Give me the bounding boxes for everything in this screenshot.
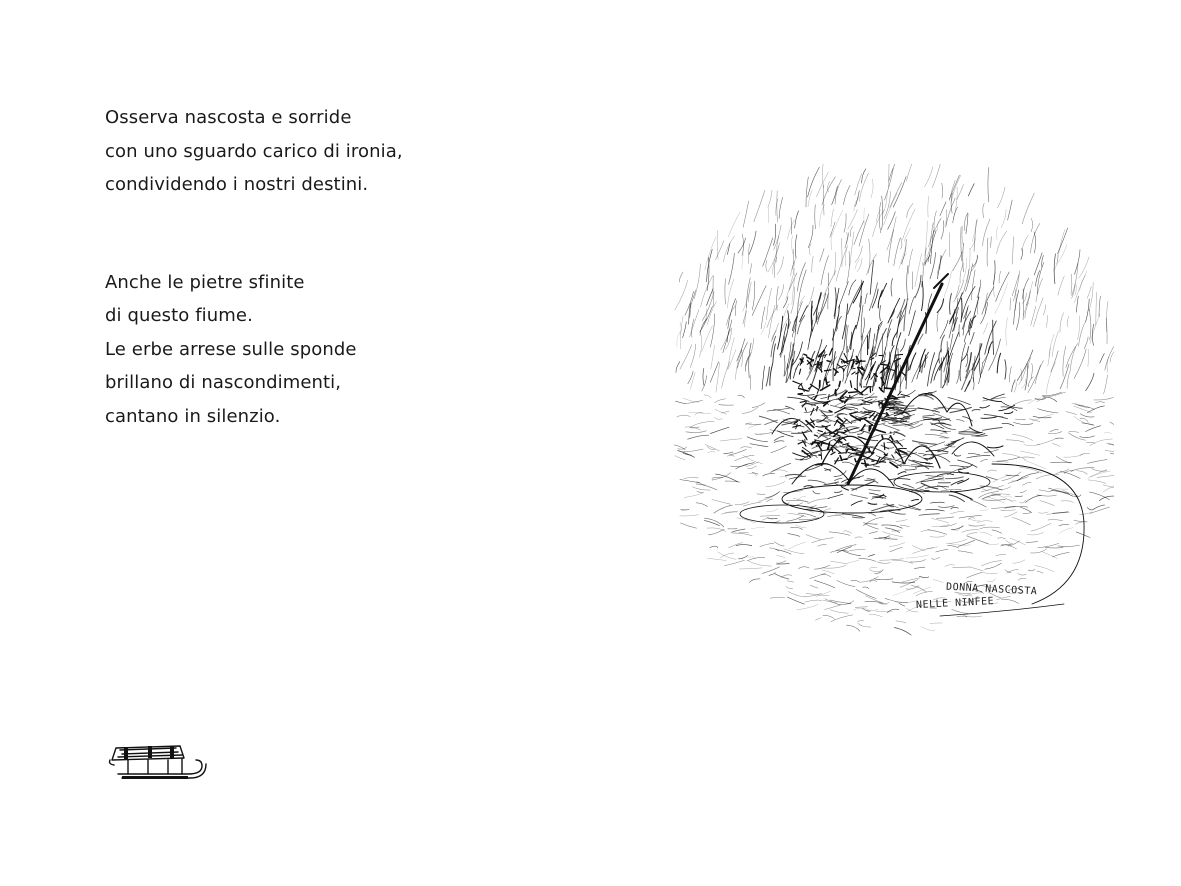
water-lily-sketch-icon xyxy=(672,164,1114,664)
stanza-1 xyxy=(105,101,525,202)
verse-line: cantano in silenzio. xyxy=(105,405,281,427)
verse-line: condividendo i nostri destini. xyxy=(105,174,369,195)
sketch-caption: NELLE NINFEE xyxy=(915,595,995,612)
verse-line: Osserva nascosta e sorride xyxy=(105,107,352,128)
verse-line: Anche le pietre sfinite xyxy=(105,271,305,293)
ink-sketch-illustration xyxy=(672,164,1114,664)
verse-line: Le erbe arrese sulle sponde xyxy=(105,338,357,360)
verse-line: brillano di nascondimenti, xyxy=(105,372,342,393)
sketch-caption: DONNA NASCOSTA xyxy=(945,581,1038,598)
poem xyxy=(105,101,525,433)
stanza-2 xyxy=(105,266,525,434)
verse-line: con uno sguardo carico di ironia, xyxy=(105,140,403,162)
sled-ornament xyxy=(104,738,208,784)
sled-icon xyxy=(104,738,208,784)
verse-line: di questo fiume. xyxy=(105,305,253,326)
